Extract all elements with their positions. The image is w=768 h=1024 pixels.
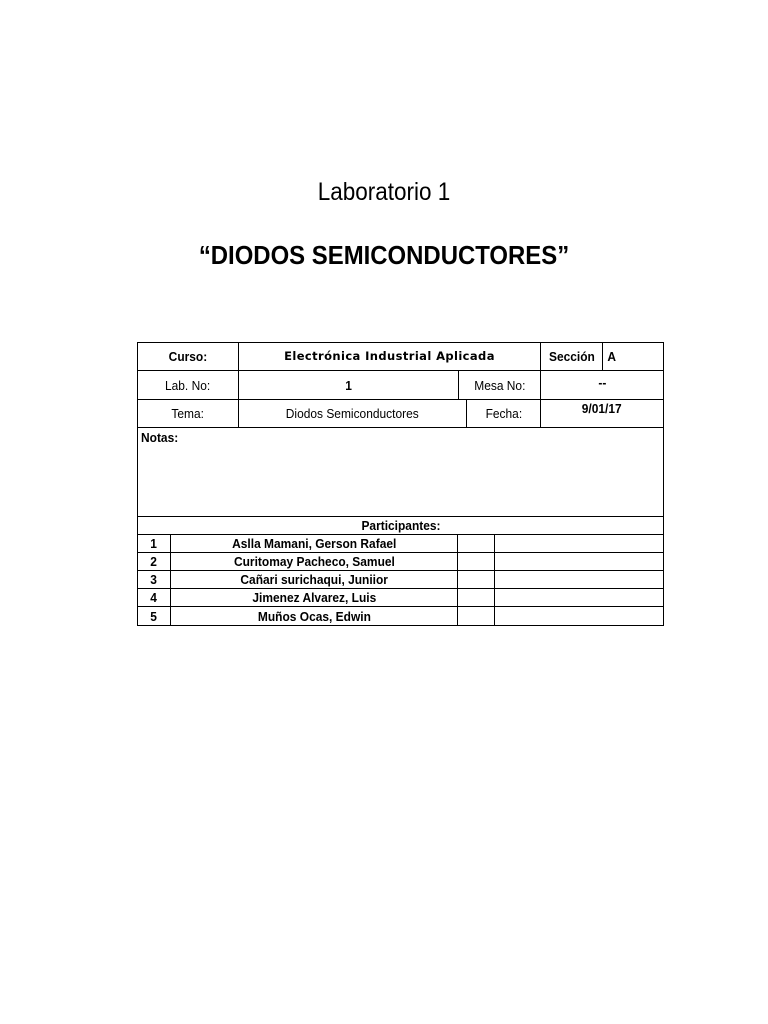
lab-title: Laboratorio 1 [317,178,451,206]
lab-label: Lab. No: [165,377,211,393]
lab-value: 1 [345,377,352,393]
participant-blank-cell [457,606,495,626]
participant-blank-cell [494,606,664,626]
mesa-value: -- [598,375,606,390]
participants-header-cell [137,516,664,535]
tema-label-cell [137,399,239,428]
participant-name [170,588,458,607]
seccion-label: Sección [548,349,595,364]
participant-number-text: 2 [150,554,157,569]
lab-label-cell [137,370,239,400]
participant-number [137,570,171,589]
participant-blank-cell [494,552,664,571]
participant-blank-cell [457,534,495,553]
participant-number [137,552,171,571]
participant-number [137,588,171,607]
participant-number-text: 5 [150,608,157,624]
participant-number [137,534,171,553]
participant-name [170,606,458,626]
participant-number-text: 1 [150,536,157,551]
seccion-value: A [607,349,617,364]
participant-name-text: Curitomay Pacheco, Samuel [233,554,395,569]
tema-value-cell [238,399,467,428]
notas-cell [137,427,664,517]
tema-value: Diodos Semiconductores [286,406,419,421]
mesa-value-cell [540,370,664,400]
fecha-value: 9/01/17 [582,401,622,416]
fecha-label-cell [466,399,541,428]
participant-name-text: Aslla Mamani, Gerson Rafael [231,536,397,551]
participant-blank-cell [494,570,664,589]
fecha-value-cell [540,399,664,428]
mesa-label-cell [458,370,541,400]
participant-blank-cell [457,588,495,607]
participant-number-text: 4 [150,590,157,605]
curso-label: Curso: [168,349,208,364]
participant-blank-cell [457,552,495,571]
participant-number [137,606,171,626]
lab-value-cell [238,370,459,400]
participant-name [170,552,458,571]
participant-blank-cell [494,534,664,553]
tema-label: Tema: [171,406,205,421]
seccion-value-cell [602,342,664,371]
participant-name [170,570,458,589]
fecha-label: Fecha: [485,406,522,421]
lab-subtitle: “DIODOS SEMICONDUCTORES” [198,240,570,270]
participant-blank-cell [457,570,495,589]
mesa-label: Mesa No: [473,377,526,393]
seccion-label-cell [540,342,603,371]
participant-number-text: 3 [150,572,157,587]
participant-name [170,534,458,553]
notas-label: Notas: [141,430,179,445]
curso-value-cell [238,342,541,371]
curso-value: Electrónica Industrial Aplicada [284,348,495,363]
curso-label-cell [137,342,239,371]
participant-blank-cell [494,588,664,607]
participant-name-text: Jimenez Alvarez, Luis [252,590,376,605]
participant-name-text: Cañari surichaqui, Juniior [240,572,388,587]
participants-header: Participantes: [360,518,441,533]
participant-name-text: Muños Ocas, Edwin [257,608,371,624]
